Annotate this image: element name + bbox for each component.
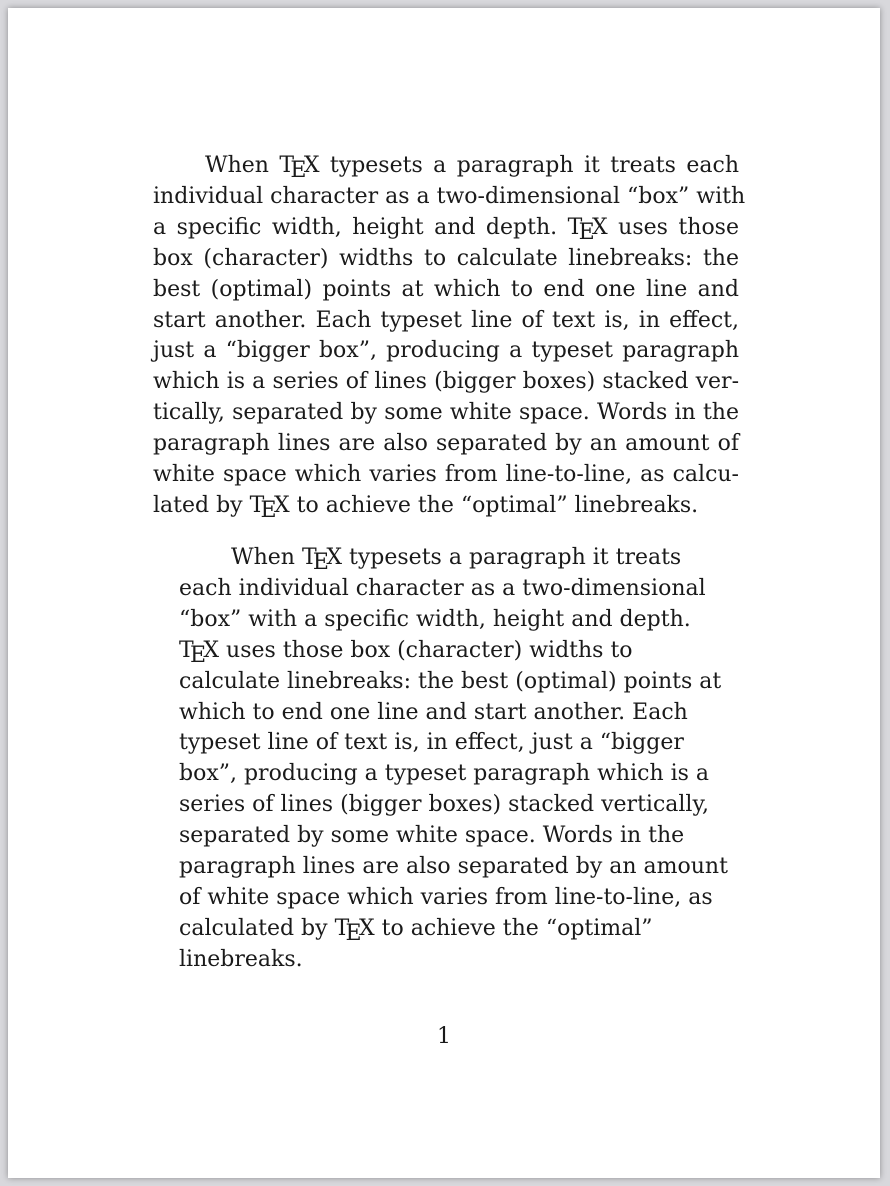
text-segment: white space which varies from line-to-line, as calcu- xyxy=(153,462,739,488)
text-line xyxy=(179,543,739,574)
text-line xyxy=(179,667,739,698)
text-segment: typesets a paragraph it treats xyxy=(342,545,682,570)
text-segment: “box” with a specific width, height and depth. xyxy=(179,606,691,632)
text-line xyxy=(153,182,746,213)
text-segment: tically, separated by some white space. Words in the xyxy=(153,400,739,426)
paragraph-ragged xyxy=(179,543,739,976)
tex-logo: TEX xyxy=(279,153,320,183)
text-line xyxy=(153,429,739,460)
text-segment: lated by xyxy=(153,492,250,518)
text-line xyxy=(153,398,739,429)
text-segment: a specific width, height and depth. xyxy=(153,214,568,240)
paragraph-justified xyxy=(153,151,746,523)
text-line xyxy=(179,945,739,976)
text-segment: paragraph lines are also separated by an amount xyxy=(179,854,728,880)
text-segment: When xyxy=(205,153,280,178)
tex-logo: TEX xyxy=(249,492,290,523)
text-segment: which to end one line and start another. Each xyxy=(179,699,688,725)
text-segment: to achieve the “optimal” xyxy=(374,915,653,941)
text-line xyxy=(179,852,739,883)
text-segment: box (character) widths to calculate linebreaks: the xyxy=(153,245,739,271)
text-line xyxy=(179,574,739,605)
text-line xyxy=(153,367,739,398)
text-segment: typesets a paragraph it treats each xyxy=(319,153,739,178)
text-line xyxy=(153,491,739,522)
text-segment: of white space which varies from line-to-line, as xyxy=(179,884,713,910)
text-segment: box”, producing a typeset paragraph which is a xyxy=(179,761,710,787)
text-line xyxy=(179,605,739,636)
text-segment: start another. Each typeset line of text is, in effect, xyxy=(153,307,739,333)
text-line xyxy=(153,460,739,491)
text-segment: calculated by xyxy=(179,915,335,941)
text-line xyxy=(153,151,739,182)
text-line xyxy=(179,636,739,667)
text-segment: calculate linebreaks: the best (optimal) points at xyxy=(179,668,722,694)
text-line xyxy=(153,336,739,367)
text-segment: separated by some white space. Words in the xyxy=(179,823,685,849)
tex-logo: TEX xyxy=(179,637,220,668)
text-segment: uses those xyxy=(607,214,739,240)
text-segment: series of lines (bigger boxes) stacked vertically, xyxy=(179,792,709,818)
text-line xyxy=(179,821,739,852)
text-segment: just a “bigger box”, producing a typeset paragraph xyxy=(153,338,739,364)
text-segment: each individual character as a two-dimensional xyxy=(179,575,706,601)
text-segment: linebreaks. xyxy=(179,946,303,972)
text-segment: typeset line of text is, in effect, just a “bigger xyxy=(179,730,684,756)
text-segment: to achieve the “optimal” linebreaks. xyxy=(289,492,699,518)
tex-logo: TEX xyxy=(334,915,375,946)
text-segment: paragraph lines are also separated by an amount of xyxy=(153,431,739,457)
text-line xyxy=(179,883,739,914)
text-line xyxy=(179,790,739,821)
document-page xyxy=(8,8,880,1178)
text-line xyxy=(179,728,739,759)
text-line xyxy=(153,244,739,275)
text-segment: which is a series of lines (bigger boxes) stacked ver- xyxy=(153,369,739,395)
text-line xyxy=(179,759,739,790)
tex-logo: TEX xyxy=(301,545,343,575)
text-line xyxy=(153,213,739,244)
tex-logo: TEX xyxy=(567,214,608,245)
text-line xyxy=(153,306,739,337)
text-segment: When xyxy=(231,545,302,570)
page-number: 1 xyxy=(437,1024,451,1049)
text-segment: individual character as a two-dimensional “box” with xyxy=(153,183,746,209)
text-segment: uses those box (character) widths to xyxy=(219,637,633,663)
text-line xyxy=(153,275,739,306)
text-line xyxy=(179,914,739,945)
text-line xyxy=(179,698,739,729)
text-segment: best (optimal) points at which to end one line and xyxy=(153,276,739,302)
